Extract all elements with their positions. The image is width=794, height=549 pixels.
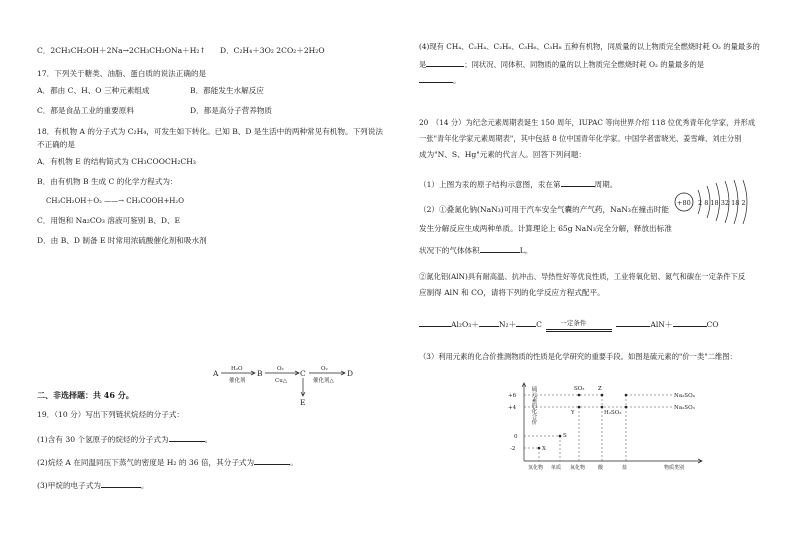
answer-blank[interactable] — [561, 178, 595, 187]
flow-step2-condition: Cu△ — [275, 378, 287, 384]
question-19: 19．（10 分）写出下列链状烷烃的分子式： — [37, 410, 185, 419]
q18-option-a: A．有机物 E 的结构简式为 CH₃COOCH₂CH₃ — [37, 157, 196, 166]
flow-step1-reagent: H₂O — [231, 366, 243, 372]
q19-part-3: (3)甲烷的电子式为 。 — [37, 481, 149, 490]
atom-shell-electrons: 2 8 18 32 18 2 — [698, 199, 746, 207]
q17-option-b: B．都能发生水解反应 — [190, 86, 264, 95]
q20-part-2b-line1: ②氮化铝(AlN)具有耐高温、抗冲击、导热性好等优良性质，工业将氧化铝、氮气和碳在一定条件下反 — [419, 272, 746, 281]
q18-option-b: B．由有机物 B 生成 C 的化学方程式为： — [37, 177, 178, 186]
answer-blank[interactable] — [426, 58, 464, 67]
flow-node-a: A — [213, 369, 219, 378]
chart-y-axis-label: 硫元素的化合价 — [498, 386, 537, 392]
q20-part-2-line3: 状况下的气体体积 L。 — [419, 246, 533, 255]
coefficient-blank[interactable] — [479, 318, 499, 327]
x-cat-acid: 酸 — [598, 465, 604, 471]
coefficient-blank[interactable] — [516, 318, 536, 327]
y-tick-0: 0 — [514, 434, 518, 440]
flow-node-d: D — [347, 369, 354, 378]
q20-part-2-line1: （2）①叠氮化钠(NaN₃)可用于汽车安全气囊的产气药，NaN₃在撞击时能 — [419, 205, 669, 214]
answer-blank[interactable] — [169, 433, 205, 442]
coefficient-blank[interactable] — [616, 318, 650, 327]
conversion-flow-diagram — [205, 360, 365, 410]
section-2-heading: 二、非选择题：共 46 分。 — [37, 390, 134, 400]
point-label-na2so3: Na₂SO₃ — [674, 405, 695, 411]
sulfur-valence-class-diagram — [494, 378, 714, 473]
point-label-na2so4: Na₂SO₄ — [674, 393, 695, 399]
y-tick-plus4: +4 — [508, 405, 517, 411]
coefficient-blank[interactable] — [419, 318, 451, 327]
answer-blank[interactable] — [480, 244, 520, 253]
q18-option-c: C．用饱和 Na₂CO₃ 溶液可鉴别 B、D、E — [37, 216, 181, 225]
point-label-h2so3: H₂SO₃ — [604, 410, 622, 416]
x-axis-label: 物质类别 — [664, 465, 685, 471]
q19-part-1: (1)含有 30 个氢原子的烷烃的分子式为 。 — [37, 435, 213, 444]
q20-part-3: （3）利用元素的化合价推测物质的性质是化学研究的重要手段。如图是硫元素的"价一类"二维图： — [419, 352, 737, 361]
point-label-so3: SO₃ — [574, 386, 585, 392]
coefficient-blank[interactable] — [673, 318, 707, 327]
aln-balance-equation: Al₂O₃＋ N₂＋ C 一定条件 AlN＋ CO — [419, 318, 719, 330]
option-d-ethylene: D．C₂H₄＋3O₂ 2CO₂＋2H₂O — [220, 46, 325, 55]
q19-part-4-line1: (4)现有 CH₄、C₂H₄、C₂H₆、C₃H₆、C₃H₈ 五种有机物，同质量的以上物质完全燃烧时耗 O₂ 的量最多的 — [419, 42, 760, 51]
atom-nucleus-charge: +80 — [677, 199, 691, 207]
q17-option-c: C．都是食品工业的重要原料 — [37, 106, 134, 115]
q20-part-1: （1）上图为汞的原子结构示意图，汞在第 周期。 — [419, 180, 618, 189]
x-cat-salt: 盐 — [622, 465, 628, 471]
q20-part-2-line2: 发生分解反应生成两种单质。计算理论上 65g NaN₃完全分解，释放出标准 — [419, 224, 672, 233]
question-18-line2: 不正确的是 — [37, 140, 75, 149]
answer-blank[interactable] — [254, 456, 290, 465]
y-tick-minus2: -2 — [510, 446, 516, 452]
q17-option-d: D．都是高分子营养物质 — [190, 106, 273, 115]
point-label-s: S — [563, 433, 567, 439]
question-18-line1: 18．有机物 A 的分子式为 C₂H₄，可发生如下转化。已知 B、D 是生活中的两种常见有机物。下列说法 — [37, 127, 383, 136]
q19-part-4-line2: 是 ；同状况、同体积、同物质的量的以上物质完全燃烧时耗 O₂ 的量最多的是 — [419, 60, 705, 69]
q17-option-a: A．都由 C、H、O 三种元素组成 — [37, 86, 150, 95]
flow-node-e: E — [300, 398, 306, 407]
flow-step2-reagent: O₂ — [277, 366, 284, 372]
flow-step1-condition: 催化剂 — [229, 378, 246, 384]
mercury-atom-structure-diagram — [668, 178, 756, 226]
flow-node-c: C — [300, 369, 306, 378]
q19-part-2: (2)烷烃 A 在同温同压下蒸气的密度是 H₂ 的 36 倍，其分子式为 。 — [37, 458, 298, 467]
flow-step3-reagent: O₂ — [321, 366, 328, 372]
question-20-line1: 20 （14 分）为纪念元素周期表诞生 150 周年，IUPAC 等向世界介绍 118 位优秀青年化学家，并形成 — [419, 118, 756, 127]
x-cat-element: 单质 — [551, 465, 562, 471]
point-label-y: Y — [571, 410, 575, 416]
x-cat-hydride: 氢化物 — [528, 465, 544, 471]
question-20-line3: 成为"N、S、Hg"元素的代言人。回答下列问题： — [419, 150, 587, 159]
point-label-z: Z — [598, 386, 602, 392]
q19-part-4-line3: 。 — [419, 74, 461, 86]
answer-blank[interactable] — [101, 479, 141, 488]
x-cat-oxide: 氧化物 — [570, 465, 586, 471]
y-tick-plus6: +6 — [508, 393, 517, 399]
flow-node-b: B — [257, 369, 263, 378]
q18-b-equation: CH₃CH₂OH＋O₂ ——→ CH₃COOH+H₂O — [46, 197, 184, 205]
option-c-ethanol: C．2CH₃CH₂OH＋2Na→2CH₃CH₂ONa＋H₂↑ — [37, 46, 206, 55]
point-label-x: X — [542, 446, 546, 452]
question-17: 17．下列关于糖类、油脂、蛋白质的说法正确的是 — [37, 69, 207, 78]
answer-blank[interactable] — [419, 74, 453, 83]
q20-part-2b-line2: 应制得 AlN 和 CO，请将下列的化学反应方程式配平。 — [419, 288, 605, 297]
flow-step3-condition: 催化剂△ — [313, 378, 334, 384]
question-20-line2: 一张"青年化学家元素周期表"，其中包括 8 位中国青年化学家。中国学者雷晓光、姜雪峰、刘庄分别 — [419, 134, 742, 143]
q18-option-d: D．由 B、D 制备 E 时常用浓硫酸催化剂和吸水剂 — [37, 236, 207, 245]
